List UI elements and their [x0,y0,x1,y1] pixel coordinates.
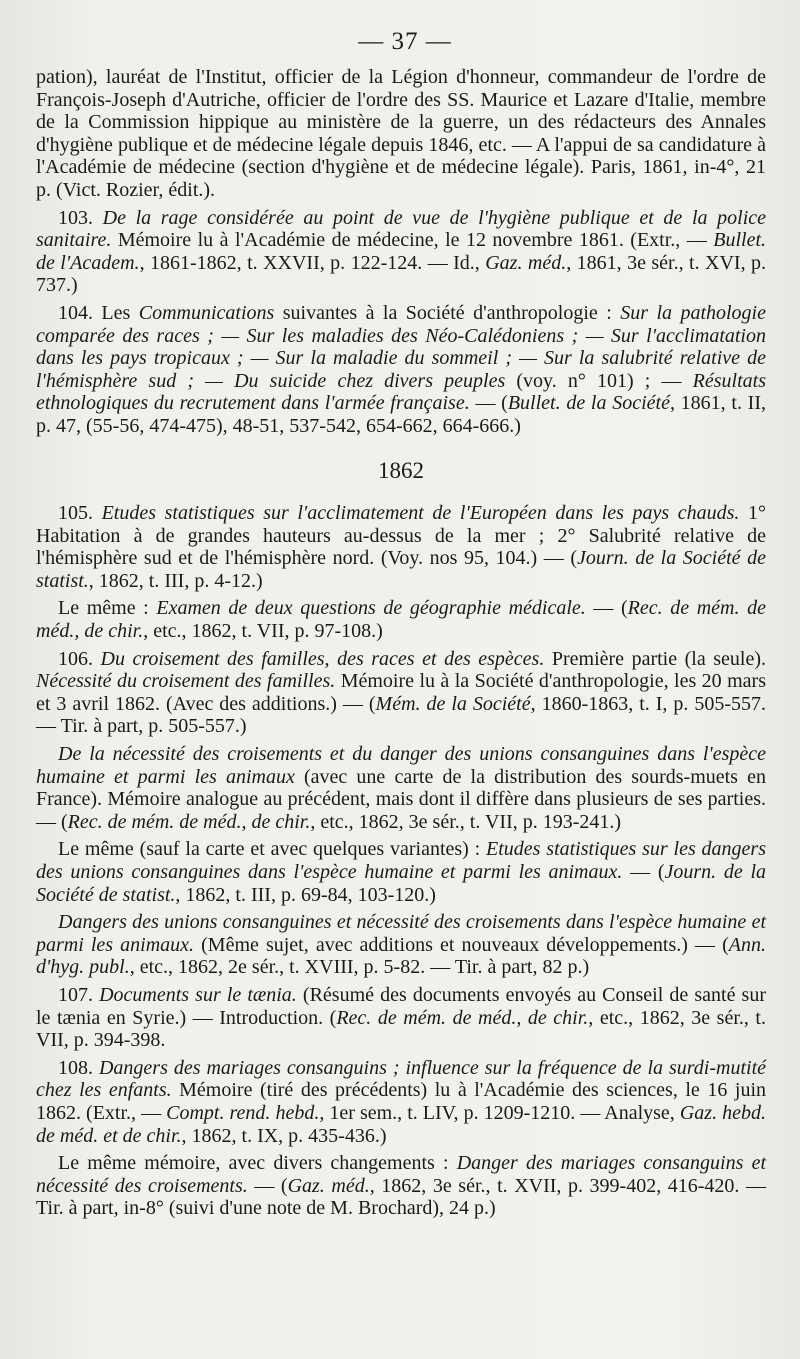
entry-text: — ( [247,1174,288,1197]
entry-title-italic: Gaz. méd. [485,251,567,274]
bibliography-entry [36,984,766,1052]
bibliography-entry [36,743,766,833]
bibliography-entry [36,302,766,438]
entry-text: pation), lauréat de l'Institut, officier de la Légion d'honneur, commandeur de l'ordre de François-Joseph d'Autriche, officier de l'ordre des SS. Maurice et Lazare d'Italie, membre de la Commission hippique au ministère de la guerre, un des rédacteurs des Annales d'hygiène publique et de médecine légale depuis 1846, etc. — A l'appui de sa candidature à l'Académie de médecine (section d'hygiène et de médecine légale). Paris, 1861, in-4°, 21 p. (Vict. Rozier, édit.). [36,66,766,201]
bibliography-entry [36,1152,766,1220]
entry-text: Mémoire lu à la Société d'anthropologie, les 20 mars et 3 avril 1862. (Avec des additions.) — ( [36,670,766,715]
entry-text: — ( [622,861,665,883]
entry-text: suivantes à la Société d'anthropologie : [274,301,621,324]
entry-title-italic: De la nécessité des croisements et du danger des unions consanguines dans l'espèce humaine et parmi les animaux [36,743,766,788]
entry-text: Mémoire lu à l'Académie de médecine, le 12 novembre 1861. (Extr., — [111,229,714,252]
bibliography-entry [36,66,766,202]
entry-title-italic: Bullet. de l'Academ. [36,229,766,274]
entry-title-italic: Nécessité du croisement des familles. [36,670,336,693]
bibliography-entry [36,597,766,642]
entry-text: (voy. n° 101) ; — [505,369,693,392]
entry-title-italic: Dangers des unions consanguines et nécessité des croisements dans l'espèce humaine et parmi les animaux. [36,911,766,956]
entry-text: 105. [58,502,102,525]
entry-text: Le même mémoire, avec divers changements : [58,1152,457,1175]
entry-title-italic: Dangers des mariages consanguins ; influence sur la fréquence de la surdi-mutité chez les enfants. [36,1056,766,1102]
entry-text: , 1861, 3e sér., t. XVI, p. 737.) [36,251,767,297]
entry-title-italic: Journ. de la Société de statist. [36,861,767,906]
entry-text: , etc., 1862, t. VII, p. 97-108.) [143,620,383,643]
entry-title-italic: Rec. de mém. de méd., de chir. [36,597,766,643]
entry-text: Mémoire (tiré des précédents) lu à l'Académie des sciences, le 16 juin 1862. (Extr., — [36,1079,766,1124]
entry-text: , 1er sem., t. LIV, p. 1209-1210. — Analyse, [319,1101,680,1124]
entry-text: — ( [469,392,508,415]
document-body [36,66,766,1220]
bibliography-entry [36,648,766,738]
entry-text: , 1861, t. II, p. 47, (55-56, 474-475), 48-51, 537-542, 654-662, 664-666.) [36,392,766,437]
bibliography-entry [36,207,766,297]
entry-title-italic: Du croisement des familles, des races et des espèces. [100,647,545,670]
entry-text: , 1862, t. IX, p. 435-436.) [181,1124,387,1147]
entry-title-italic: Gaz. hebd. de méd. et de chir. [36,1101,766,1147]
entry-text: Première partie (la seule). [544,647,767,670]
entry-title-italic: Journ. de la Société de statist. [36,547,766,592]
page-number: — 37 — [358,28,452,55]
entry-title-italic: Mém. de la Société [375,692,531,715]
entry-title-italic: Examen de deux questions de géographie médicale. [156,597,586,620]
entry-text: 107. [58,983,100,1006]
bibliography-entry [36,838,766,906]
bibliography-entry [36,911,766,979]
entry-title-italic: Etudes statistiques sur les dangers des unions consanguines dans l'espèce humaine et parmi les animaux. [36,838,766,883]
entry-title-italic: Rec. de mém. de méd., de chir. [336,1006,589,1029]
entry-title-italic: Sur la pathologie comparée des races ; — Sur les maladies des Néo-Calédoniens ; — Sur l'acclimatation dans les pays tropicaux ; — Sur la maladie du sommeil ; — Sur la salubrité relative de l'hémisphère sud ; — Du suicide chez divers peuples [36,301,766,392]
entry-text: 108. [58,1056,99,1079]
entry-title-italic: De la rage considérée au point de vue de l'hygiène publique et de la police sanitaire. [36,206,766,252]
entry-text: , etc., 1862, 3e sér., t. VII, p. 394-398. [36,1006,766,1052]
entry-text: , 1861-1862, t. XXVII, p. 122-124. — Id., [139,251,486,274]
entry-title-italic: Etudes statistiques sur l'acclimatement de l'Européen dans les pays chauds. [101,502,740,525]
entry-title-italic: Documents sur le tænia. [99,983,297,1006]
entry-text: 103. [58,206,103,229]
entry-text: 106. [58,647,101,670]
entry-text: (avec une carte de la distribution des sourds-muets en France). Mémoire analogue au précédent, mais dont il diffère dans plusieurs de ses parties. — ( [36,765,767,833]
entry-title-italic: Résultats ethnologiques du recrutement dans l'armée française. [36,369,766,415]
entry-text: Le même (sauf la carte et avec quelques variantes) : [58,838,487,861]
bibliography-entry [36,502,766,592]
bibliography-entry [36,1057,766,1147]
entry-text: — ( [585,597,628,620]
year-heading: 1862 [378,457,424,483]
entry-title-italic: Compt. rend. hebd. [166,1101,320,1124]
entry-title-italic: Rec. de mém. de méd., de chir. [67,810,311,833]
entry-title-italic: Ann. d'hyg. publ. [36,933,766,979]
entry-title-italic: Danger des mariages consanguins et nécessité des croisements. [36,1152,766,1197]
entry-text: , etc., 1862, 3e sér., t. VII, p. 193-241.) [310,810,622,833]
entry-text: 1° Habitation à de grandes hauteurs au-dessus de la mer ; 2° Salubrité relative de l'hémisphère sud et de l'hémisphère nord. (Voy. nos 95, 104.) — ( [36,502,767,570]
entry-text: , 1862, t. III, p. 69-84, 103-120.) [175,883,436,906]
entry-title-italic: Bullet. de la Société [507,392,670,415]
entry-text: , 1862, t. III, p. 4-12.) [88,569,263,592]
entry-text: 104. Les [58,301,139,324]
entry-text: (Même sujet, avec additions et nouveaux développements.) — ( [194,933,729,956]
entry-text: , etc., 1862, 2e sér., t. XVIII, p. 5-82. — Tir. à part, 82 p.) [129,956,590,979]
entry-text: (Résumé des documents envoyés au Conseil de santé sur le tænia en Syrie.) — Introduction. ( [36,983,766,1029]
entry-title-italic: Communications [138,301,275,324]
entry-title-italic: Gaz. méd. [287,1174,370,1197]
entry-text: Le même : [58,597,157,620]
entry-text: , 1862, 3e sér., t. XVII, p. 399-402, 416-420. — Tir. à part, in-8° (suivi d'une note de M. Brochard), 24 p.) [36,1174,766,1220]
entry-text: , 1860-1863, t. I, p. 505-557. — Tir. à part, p. 505-557.) [36,692,766,738]
